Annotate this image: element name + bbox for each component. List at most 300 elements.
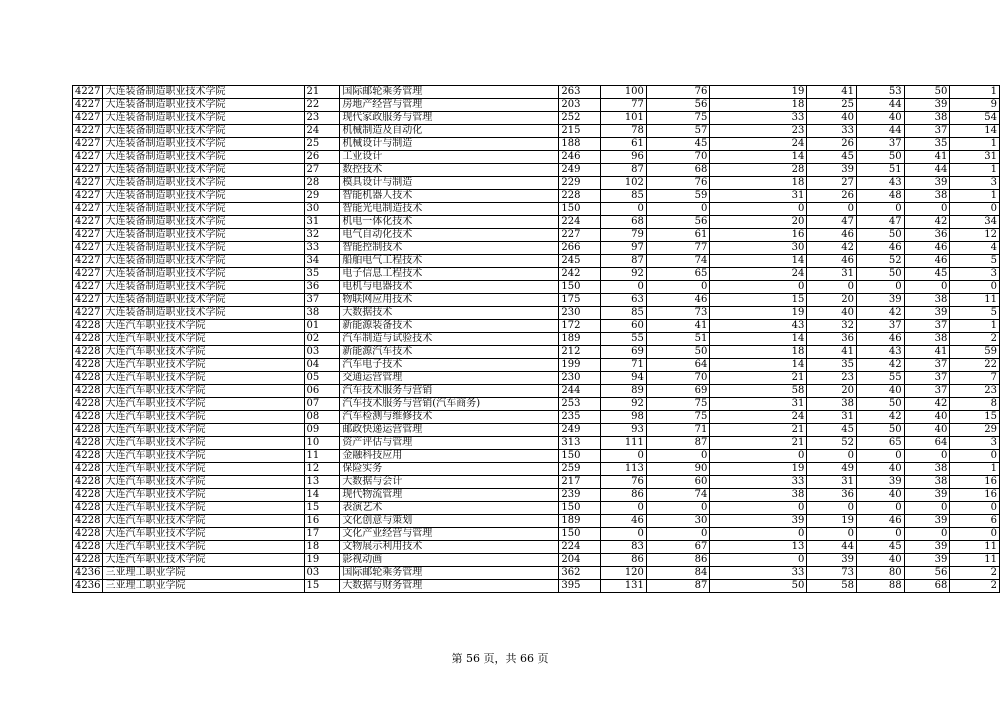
cell-col-9: 35 xyxy=(807,359,857,372)
cell-col-12: 0 xyxy=(950,281,1000,294)
cell-major-name: 现代家政服务与管理 xyxy=(340,112,559,125)
cell-major-name: 物联网应用技术 xyxy=(340,294,559,307)
cell-school-code: 4228 xyxy=(73,528,103,541)
cell-col-12: 11 xyxy=(950,541,1000,554)
cell-col-9: 73 xyxy=(807,567,857,580)
cell-col-7: 0 xyxy=(646,281,709,294)
cell-col-10: 47 xyxy=(857,216,905,229)
cell-col-11: 46 xyxy=(904,255,950,268)
cell-school-name: 大连汽车职业技术学院 xyxy=(103,359,304,372)
cell-major-code: 25 xyxy=(304,138,340,151)
cell-school-code: 4227 xyxy=(73,242,103,255)
table-row xyxy=(73,255,1000,268)
cell-col-10: 45 xyxy=(857,541,905,554)
cell-col-6: 46 xyxy=(601,515,647,528)
cell-school-name: 大连汽车职业技术学院 xyxy=(103,385,304,398)
cell-col-7: 41 xyxy=(646,320,709,333)
cell-col-8: 0 xyxy=(710,528,807,541)
cell-col-5: 252 xyxy=(559,112,601,125)
table-row xyxy=(73,580,1000,593)
table-row xyxy=(73,333,1000,346)
cell-school-code: 4236 xyxy=(73,580,103,593)
cell-col-10: 42 xyxy=(857,307,905,320)
cell-col-12: 1 xyxy=(950,138,1000,151)
cell-col-12: 4 xyxy=(950,242,1000,255)
cell-col-6: 94 xyxy=(601,372,647,385)
cell-major-name: 汽车制造与试验技术 xyxy=(340,333,559,346)
cell-col-10: 40 xyxy=(857,112,905,125)
table-row xyxy=(73,320,1000,333)
cell-col-6: 93 xyxy=(601,424,647,437)
cell-col-11: 38 xyxy=(904,476,950,489)
cell-col-6: 69 xyxy=(601,346,647,359)
cell-col-7: 56 xyxy=(646,216,709,229)
cell-col-8: 21 xyxy=(710,424,807,437)
cell-col-8: 13 xyxy=(710,541,807,554)
cell-col-7: 67 xyxy=(646,541,709,554)
cell-col-6: 63 xyxy=(601,294,647,307)
cell-col-12: 15 xyxy=(950,411,1000,424)
cell-col-11: 0 xyxy=(904,502,950,515)
cell-school-code: 4228 xyxy=(73,333,103,346)
cell-col-12: 31 xyxy=(950,151,1000,164)
cell-col-12: 0 xyxy=(950,450,1000,463)
cell-col-11: 37 xyxy=(904,359,950,372)
cell-col-10: 0 xyxy=(857,502,905,515)
cell-col-10: 50 xyxy=(857,229,905,242)
cell-col-10: 51 xyxy=(857,164,905,177)
table-row xyxy=(73,567,1000,580)
cell-col-12: 0 xyxy=(950,203,1000,216)
cell-school-code: 4228 xyxy=(73,476,103,489)
cell-col-12: 12 xyxy=(950,229,1000,242)
cell-col-11: 40 xyxy=(904,411,950,424)
cell-col-10: 43 xyxy=(857,346,905,359)
cell-school-code: 4227 xyxy=(73,86,103,99)
cell-school-name: 大连装备制造职业技术学院 xyxy=(103,255,304,268)
table-row xyxy=(73,268,1000,281)
cell-col-12: 0 xyxy=(950,502,1000,515)
table-body xyxy=(73,86,1000,593)
cell-col-6: 131 xyxy=(601,580,647,593)
cell-col-6: 101 xyxy=(601,112,647,125)
cell-col-12: 5 xyxy=(950,307,1000,320)
cell-col-10: 40 xyxy=(857,489,905,502)
cell-col-9: 47 xyxy=(807,216,857,229)
cell-col-9: 26 xyxy=(807,138,857,151)
cell-col-8: 43 xyxy=(710,320,807,333)
cell-col-7: 61 xyxy=(646,229,709,242)
cell-school-code: 4227 xyxy=(73,294,103,307)
cell-col-9: 41 xyxy=(807,346,857,359)
cell-col-8: 14 xyxy=(710,359,807,372)
cell-col-10: 50 xyxy=(857,268,905,281)
cell-school-name: 大连汽车职业技术学院 xyxy=(103,450,304,463)
cell-col-5: 249 xyxy=(559,424,601,437)
cell-school-name: 大连汽车职业技术学院 xyxy=(103,320,304,333)
cell-col-10: 46 xyxy=(857,515,905,528)
cell-col-11: 68 xyxy=(904,580,950,593)
cell-col-12: 11 xyxy=(950,294,1000,307)
cell-major-code: 28 xyxy=(304,177,340,190)
cell-col-9: 38 xyxy=(807,398,857,411)
cell-major-name: 电机与电器技术 xyxy=(340,281,559,294)
cell-col-6: 83 xyxy=(601,541,647,554)
cell-school-name: 大连装备制造职业技术学院 xyxy=(103,177,304,190)
cell-col-8: 21 xyxy=(710,437,807,450)
cell-major-name: 房地产经营与管理 xyxy=(340,99,559,112)
cell-col-12: 3 xyxy=(950,177,1000,190)
cell-col-7: 84 xyxy=(646,567,709,580)
cell-col-8: 28 xyxy=(710,164,807,177)
cell-col-11: 35 xyxy=(904,138,950,151)
cell-col-11: 39 xyxy=(904,541,950,554)
cell-col-10: 42 xyxy=(857,411,905,424)
cell-school-code: 4227 xyxy=(73,216,103,229)
cell-col-12: 1 xyxy=(950,463,1000,476)
cell-major-code: 31 xyxy=(304,216,340,229)
cell-major-code: 18 xyxy=(304,541,340,554)
cell-col-12: 59 xyxy=(950,346,1000,359)
cell-col-7: 0 xyxy=(646,450,709,463)
cell-major-code: 02 xyxy=(304,333,340,346)
cell-major-code: 37 xyxy=(304,294,340,307)
cell-major-name: 大数据技术 xyxy=(340,307,559,320)
cell-col-7: 59 xyxy=(646,190,709,203)
cell-school-name: 大连装备制造职业技术学院 xyxy=(103,307,304,320)
cell-col-9: 0 xyxy=(807,502,857,515)
table-row xyxy=(73,229,1000,242)
cell-school-code: 4228 xyxy=(73,515,103,528)
table-row xyxy=(73,138,1000,151)
cell-col-12: 1 xyxy=(950,164,1000,177)
cell-col-5: 217 xyxy=(559,476,601,489)
cell-col-11: 41 xyxy=(904,151,950,164)
cell-col-6: 92 xyxy=(601,398,647,411)
cell-col-11: 38 xyxy=(904,294,950,307)
cell-major-code: 10 xyxy=(304,437,340,450)
cell-col-7: 68 xyxy=(646,164,709,177)
cell-col-10: 39 xyxy=(857,294,905,307)
cell-major-name: 电子信息工程技术 xyxy=(340,268,559,281)
cell-col-5: 229 xyxy=(559,177,601,190)
cell-col-12: 54 xyxy=(950,112,1000,125)
cell-school-code: 4227 xyxy=(73,177,103,190)
cell-col-9: 25 xyxy=(807,99,857,112)
cell-col-8: 23 xyxy=(710,125,807,138)
cell-col-6: 92 xyxy=(601,268,647,281)
cell-col-8: 31 xyxy=(710,190,807,203)
cell-major-code: 21 xyxy=(304,86,340,99)
cell-col-9: 20 xyxy=(807,294,857,307)
cell-col-11: 45 xyxy=(904,268,950,281)
cell-major-name: 汽车电子技术 xyxy=(340,359,559,372)
cell-col-6: 98 xyxy=(601,411,647,424)
cell-col-12: 16 xyxy=(950,476,1000,489)
cell-school-name: 大连装备制造职业技术学院 xyxy=(103,151,304,164)
cell-col-5: 199 xyxy=(559,359,601,372)
cell-col-10: 0 xyxy=(857,450,905,463)
cell-major-code: 01 xyxy=(304,320,340,333)
cell-col-12: 1 xyxy=(950,86,1000,99)
table-row xyxy=(73,203,1000,216)
cell-col-11: 0 xyxy=(904,528,950,541)
cell-col-9: 31 xyxy=(807,476,857,489)
cell-school-code: 4228 xyxy=(73,411,103,424)
table-row xyxy=(73,346,1000,359)
cell-col-8: 19 xyxy=(710,307,807,320)
cell-col-8: 21 xyxy=(710,372,807,385)
cell-major-name: 文化产业经营与管理 xyxy=(340,528,559,541)
table-row xyxy=(73,554,1000,567)
cell-col-12: 16 xyxy=(950,489,1000,502)
cell-major-name: 机械设计与制造 xyxy=(340,138,559,151)
cell-school-code: 4228 xyxy=(73,489,103,502)
cell-col-6: 0 xyxy=(601,502,647,515)
cell-col-6: 0 xyxy=(601,281,647,294)
cell-school-name: 大连装备制造职业技术学院 xyxy=(103,216,304,229)
cell-major-code: 11 xyxy=(304,450,340,463)
cell-school-code: 4228 xyxy=(73,502,103,515)
cell-major-code: 03 xyxy=(304,567,340,580)
cell-col-5: 215 xyxy=(559,125,601,138)
cell-major-code: 23 xyxy=(304,112,340,125)
cell-col-11: 39 xyxy=(904,489,950,502)
cell-major-name: 邮政快递运营管理 xyxy=(340,424,559,437)
cell-school-name: 三亚理工职业学院 xyxy=(103,567,304,580)
cell-col-8: 15 xyxy=(710,294,807,307)
table-row xyxy=(73,502,1000,515)
cell-school-code: 4227 xyxy=(73,255,103,268)
cell-major-code: 15 xyxy=(304,580,340,593)
cell-col-7: 90 xyxy=(646,463,709,476)
table-row xyxy=(73,294,1000,307)
cell-major-name: 机电一体化技术 xyxy=(340,216,559,229)
cell-school-name: 大连汽车职业技术学院 xyxy=(103,502,304,515)
cell-school-name: 大连装备制造职业技术学院 xyxy=(103,294,304,307)
cell-col-5: 253 xyxy=(559,398,601,411)
cell-col-8: 16 xyxy=(710,229,807,242)
cell-col-6: 113 xyxy=(601,463,647,476)
cell-col-8: 39 xyxy=(710,515,807,528)
cell-major-name: 国际邮轮乘务管理 xyxy=(340,567,559,580)
cell-col-10: 0 xyxy=(857,203,905,216)
cell-col-9: 39 xyxy=(807,554,857,567)
cell-school-name: 大连汽车职业技术学院 xyxy=(103,476,304,489)
cell-col-10: 0 xyxy=(857,528,905,541)
cell-major-name: 机械制造及自动化 xyxy=(340,125,559,138)
cell-col-6: 0 xyxy=(601,528,647,541)
cell-school-code: 4228 xyxy=(73,320,103,333)
cell-col-8: 18 xyxy=(710,346,807,359)
cell-col-11: 40 xyxy=(904,424,950,437)
cell-col-12: 22 xyxy=(950,359,1000,372)
cell-major-name: 新能源汽车技术 xyxy=(340,346,559,359)
cell-col-7: 70 xyxy=(646,372,709,385)
cell-col-7: 76 xyxy=(646,86,709,99)
cell-col-9: 26 xyxy=(807,190,857,203)
cell-col-12: 2 xyxy=(950,580,1000,593)
cell-school-name: 大连汽车职业技术学院 xyxy=(103,463,304,476)
cell-col-11: 39 xyxy=(904,99,950,112)
table-row xyxy=(73,398,1000,411)
cell-major-name: 新能源装备技术 xyxy=(340,320,559,333)
cell-col-8: 0 xyxy=(710,502,807,515)
cell-col-9: 36 xyxy=(807,489,857,502)
cell-school-code: 4227 xyxy=(73,203,103,216)
cell-col-11: 37 xyxy=(904,320,950,333)
cell-col-10: 40 xyxy=(857,463,905,476)
table-row xyxy=(73,372,1000,385)
cell-col-8: 0 xyxy=(710,281,807,294)
cell-school-code: 4228 xyxy=(73,385,103,398)
cell-col-11: 46 xyxy=(904,242,950,255)
cell-col-5: 172 xyxy=(559,320,601,333)
cell-school-name: 大连汽车职业技术学院 xyxy=(103,515,304,528)
cell-major-code: 33 xyxy=(304,242,340,255)
cell-col-10: 44 xyxy=(857,125,905,138)
cell-col-7: 0 xyxy=(646,528,709,541)
cell-col-6: 0 xyxy=(601,203,647,216)
cell-col-7: 74 xyxy=(646,255,709,268)
cell-col-11: 42 xyxy=(904,216,950,229)
cell-col-12: 0 xyxy=(950,528,1000,541)
cell-major-name: 智能控制技术 xyxy=(340,242,559,255)
cell-col-9: 58 xyxy=(807,580,857,593)
cell-col-9: 40 xyxy=(807,307,857,320)
cell-col-7: 64 xyxy=(646,359,709,372)
cell-col-5: 313 xyxy=(559,437,601,450)
cell-school-code: 4228 xyxy=(73,372,103,385)
cell-col-12: 9 xyxy=(950,99,1000,112)
cell-col-11: 44 xyxy=(904,164,950,177)
cell-col-11: 39 xyxy=(904,177,950,190)
cell-col-7: 76 xyxy=(646,177,709,190)
cell-col-6: 68 xyxy=(601,216,647,229)
table-row xyxy=(73,242,1000,255)
cell-col-8: 19 xyxy=(710,463,807,476)
cell-col-8: 31 xyxy=(710,398,807,411)
cell-col-11: 39 xyxy=(904,515,950,528)
cell-col-5: 150 xyxy=(559,450,601,463)
cell-col-10: 46 xyxy=(857,333,905,346)
cell-col-12: 23 xyxy=(950,385,1000,398)
cell-col-8: 18 xyxy=(710,177,807,190)
cell-school-name: 大连装备制造职业技术学院 xyxy=(103,203,304,216)
cell-col-7: 87 xyxy=(646,580,709,593)
table-row xyxy=(73,125,1000,138)
cell-major-name: 智能光电制造技术 xyxy=(340,203,559,216)
cell-school-name: 大连汽车职业技术学院 xyxy=(103,528,304,541)
cell-col-9: 46 xyxy=(807,255,857,268)
cell-col-5: 224 xyxy=(559,541,601,554)
cell-col-6: 79 xyxy=(601,229,647,242)
cell-col-7: 73 xyxy=(646,307,709,320)
cell-col-7: 75 xyxy=(646,411,709,424)
cell-major-code: 26 xyxy=(304,151,340,164)
cell-col-12: 8 xyxy=(950,398,1000,411)
cell-major-name: 保险实务 xyxy=(340,463,559,476)
cell-school-name: 三亚理工职业学院 xyxy=(103,580,304,593)
cell-school-name: 大连装备制造职业技术学院 xyxy=(103,281,304,294)
cell-school-code: 4227 xyxy=(73,151,103,164)
cell-col-7: 65 xyxy=(646,268,709,281)
cell-major-code: 05 xyxy=(304,372,340,385)
cell-col-10: 53 xyxy=(857,86,905,99)
table-row xyxy=(73,385,1000,398)
cell-school-code: 4228 xyxy=(73,541,103,554)
cell-col-10: 44 xyxy=(857,99,905,112)
cell-col-9: 39 xyxy=(807,164,857,177)
cell-col-7: 69 xyxy=(646,385,709,398)
cell-school-code: 4227 xyxy=(73,281,103,294)
cell-col-6: 77 xyxy=(601,99,647,112)
cell-col-5: 228 xyxy=(559,190,601,203)
cell-major-name: 表演艺术 xyxy=(340,502,559,515)
cell-major-code: 06 xyxy=(304,385,340,398)
cell-col-11: 38 xyxy=(904,463,950,476)
cell-school-code: 4236 xyxy=(73,567,103,580)
table-row xyxy=(73,99,1000,112)
cell-major-name: 汽车技术服务与营销(汽车商务) xyxy=(340,398,559,411)
cell-col-6: 120 xyxy=(601,567,647,580)
cell-col-5: 230 xyxy=(559,372,601,385)
cell-major-code: 27 xyxy=(304,164,340,177)
cell-school-name: 大连装备制造职业技术学院 xyxy=(103,99,304,112)
cell-school-code: 4228 xyxy=(73,346,103,359)
cell-col-7: 60 xyxy=(646,476,709,489)
cell-school-code: 4228 xyxy=(73,450,103,463)
cell-col-5: 175 xyxy=(559,294,601,307)
cell-col-8: 14 xyxy=(710,255,807,268)
cell-school-name: 大连汽车职业技术学院 xyxy=(103,411,304,424)
cell-major-name: 交通运营管理 xyxy=(340,372,559,385)
cell-major-name: 金融科技应用 xyxy=(340,450,559,463)
cell-col-6: 86 xyxy=(601,489,647,502)
cell-col-9: 49 xyxy=(807,463,857,476)
cell-school-name: 大连装备制造职业技术学院 xyxy=(103,268,304,281)
cell-col-5: 150 xyxy=(559,281,601,294)
cell-major-code: 07 xyxy=(304,398,340,411)
cell-col-9: 45 xyxy=(807,424,857,437)
cell-col-8: 0 xyxy=(710,203,807,216)
cell-col-9: 33 xyxy=(807,125,857,138)
table-row xyxy=(73,411,1000,424)
cell-col-9: 0 xyxy=(807,203,857,216)
cell-school-name: 大连装备制造职业技术学院 xyxy=(103,86,304,99)
cell-col-8: 30 xyxy=(710,242,807,255)
cell-col-6: 76 xyxy=(601,476,647,489)
table-row xyxy=(73,86,1000,99)
cell-school-name: 大连汽车职业技术学院 xyxy=(103,424,304,437)
cell-col-5: 224 xyxy=(559,216,601,229)
cell-school-name: 大连汽车职业技术学院 xyxy=(103,541,304,554)
cell-col-7: 56 xyxy=(646,99,709,112)
cell-major-code: 15 xyxy=(304,502,340,515)
cell-col-11: 0 xyxy=(904,450,950,463)
cell-col-8: 0 xyxy=(710,450,807,463)
table-row xyxy=(73,463,1000,476)
cell-col-6: 0 xyxy=(601,450,647,463)
cell-major-name: 智能机器人技术 xyxy=(340,190,559,203)
cell-col-5: 244 xyxy=(559,385,601,398)
cell-col-12: 2 xyxy=(950,567,1000,580)
cell-col-10: 48 xyxy=(857,190,905,203)
cell-school-code: 4228 xyxy=(73,437,103,450)
cell-col-9: 52 xyxy=(807,437,857,450)
cell-school-name: 大连装备制造职业技术学院 xyxy=(103,229,304,242)
cell-col-10: 50 xyxy=(857,151,905,164)
